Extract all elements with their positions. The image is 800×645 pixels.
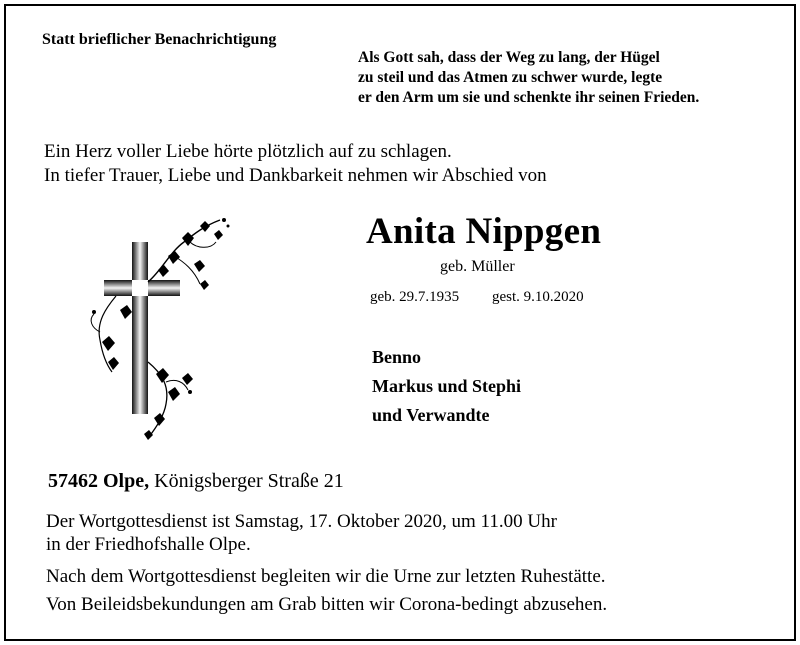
deceased-name: Anita Nippgen [366,211,602,252]
family-address [48,470,344,493]
death-date: gest. 9.10.2020 [492,289,584,305]
survivors-list [372,343,521,430]
address-street: Königsberger Straße 21 [154,470,344,492]
intro-line: In tiefer Trauer, Liebe und Dankbarkeit nehmen wir Abschied von [44,165,547,186]
intro-line: Ein Herz voller Liebe hörte plötzlich auf zu schlagen. [44,141,452,162]
poem-verse [358,48,699,108]
poem-line: Als Gott sah, dass der Weg zu lang, der Hügel [358,49,660,66]
survivor-name: und Verwandte [372,405,490,425]
cross-ivy-icon [44,212,244,444]
maiden-name: geb. Müller [440,258,515,275]
intro-text [44,140,547,188]
birth-date: geb. 29.7.1935 [370,289,460,305]
condolence-note: Von Beileidsbekundungen am Grab bitten wir Corona-bedingt abzusehen. [46,594,608,615]
survivor-name: Benno [372,347,422,367]
poem-line: er den Arm um sie und schenkte ihr seinen Frieden. [358,89,700,106]
service-line: Der Wortgottesdienst ist Samstag, 17. Oktober 2020, um 11.00 Uhr [46,511,557,532]
survivor-name: Markus und Stephi [372,376,522,396]
address-city: 57462 Olpe, [48,470,150,492]
service-line: in der Friedhofshalle Olpe. [46,534,251,555]
notification-heading: Statt brieflicher Benachrichtigung [42,31,277,48]
service-info [46,510,557,556]
poem-line: zu steil und das Atmen zu schwer wurde, legte [358,69,663,86]
burial-info: Nach dem Wortgottesdienst begleiten wir die Urne zur letzten Ruhestätte. [46,566,606,587]
